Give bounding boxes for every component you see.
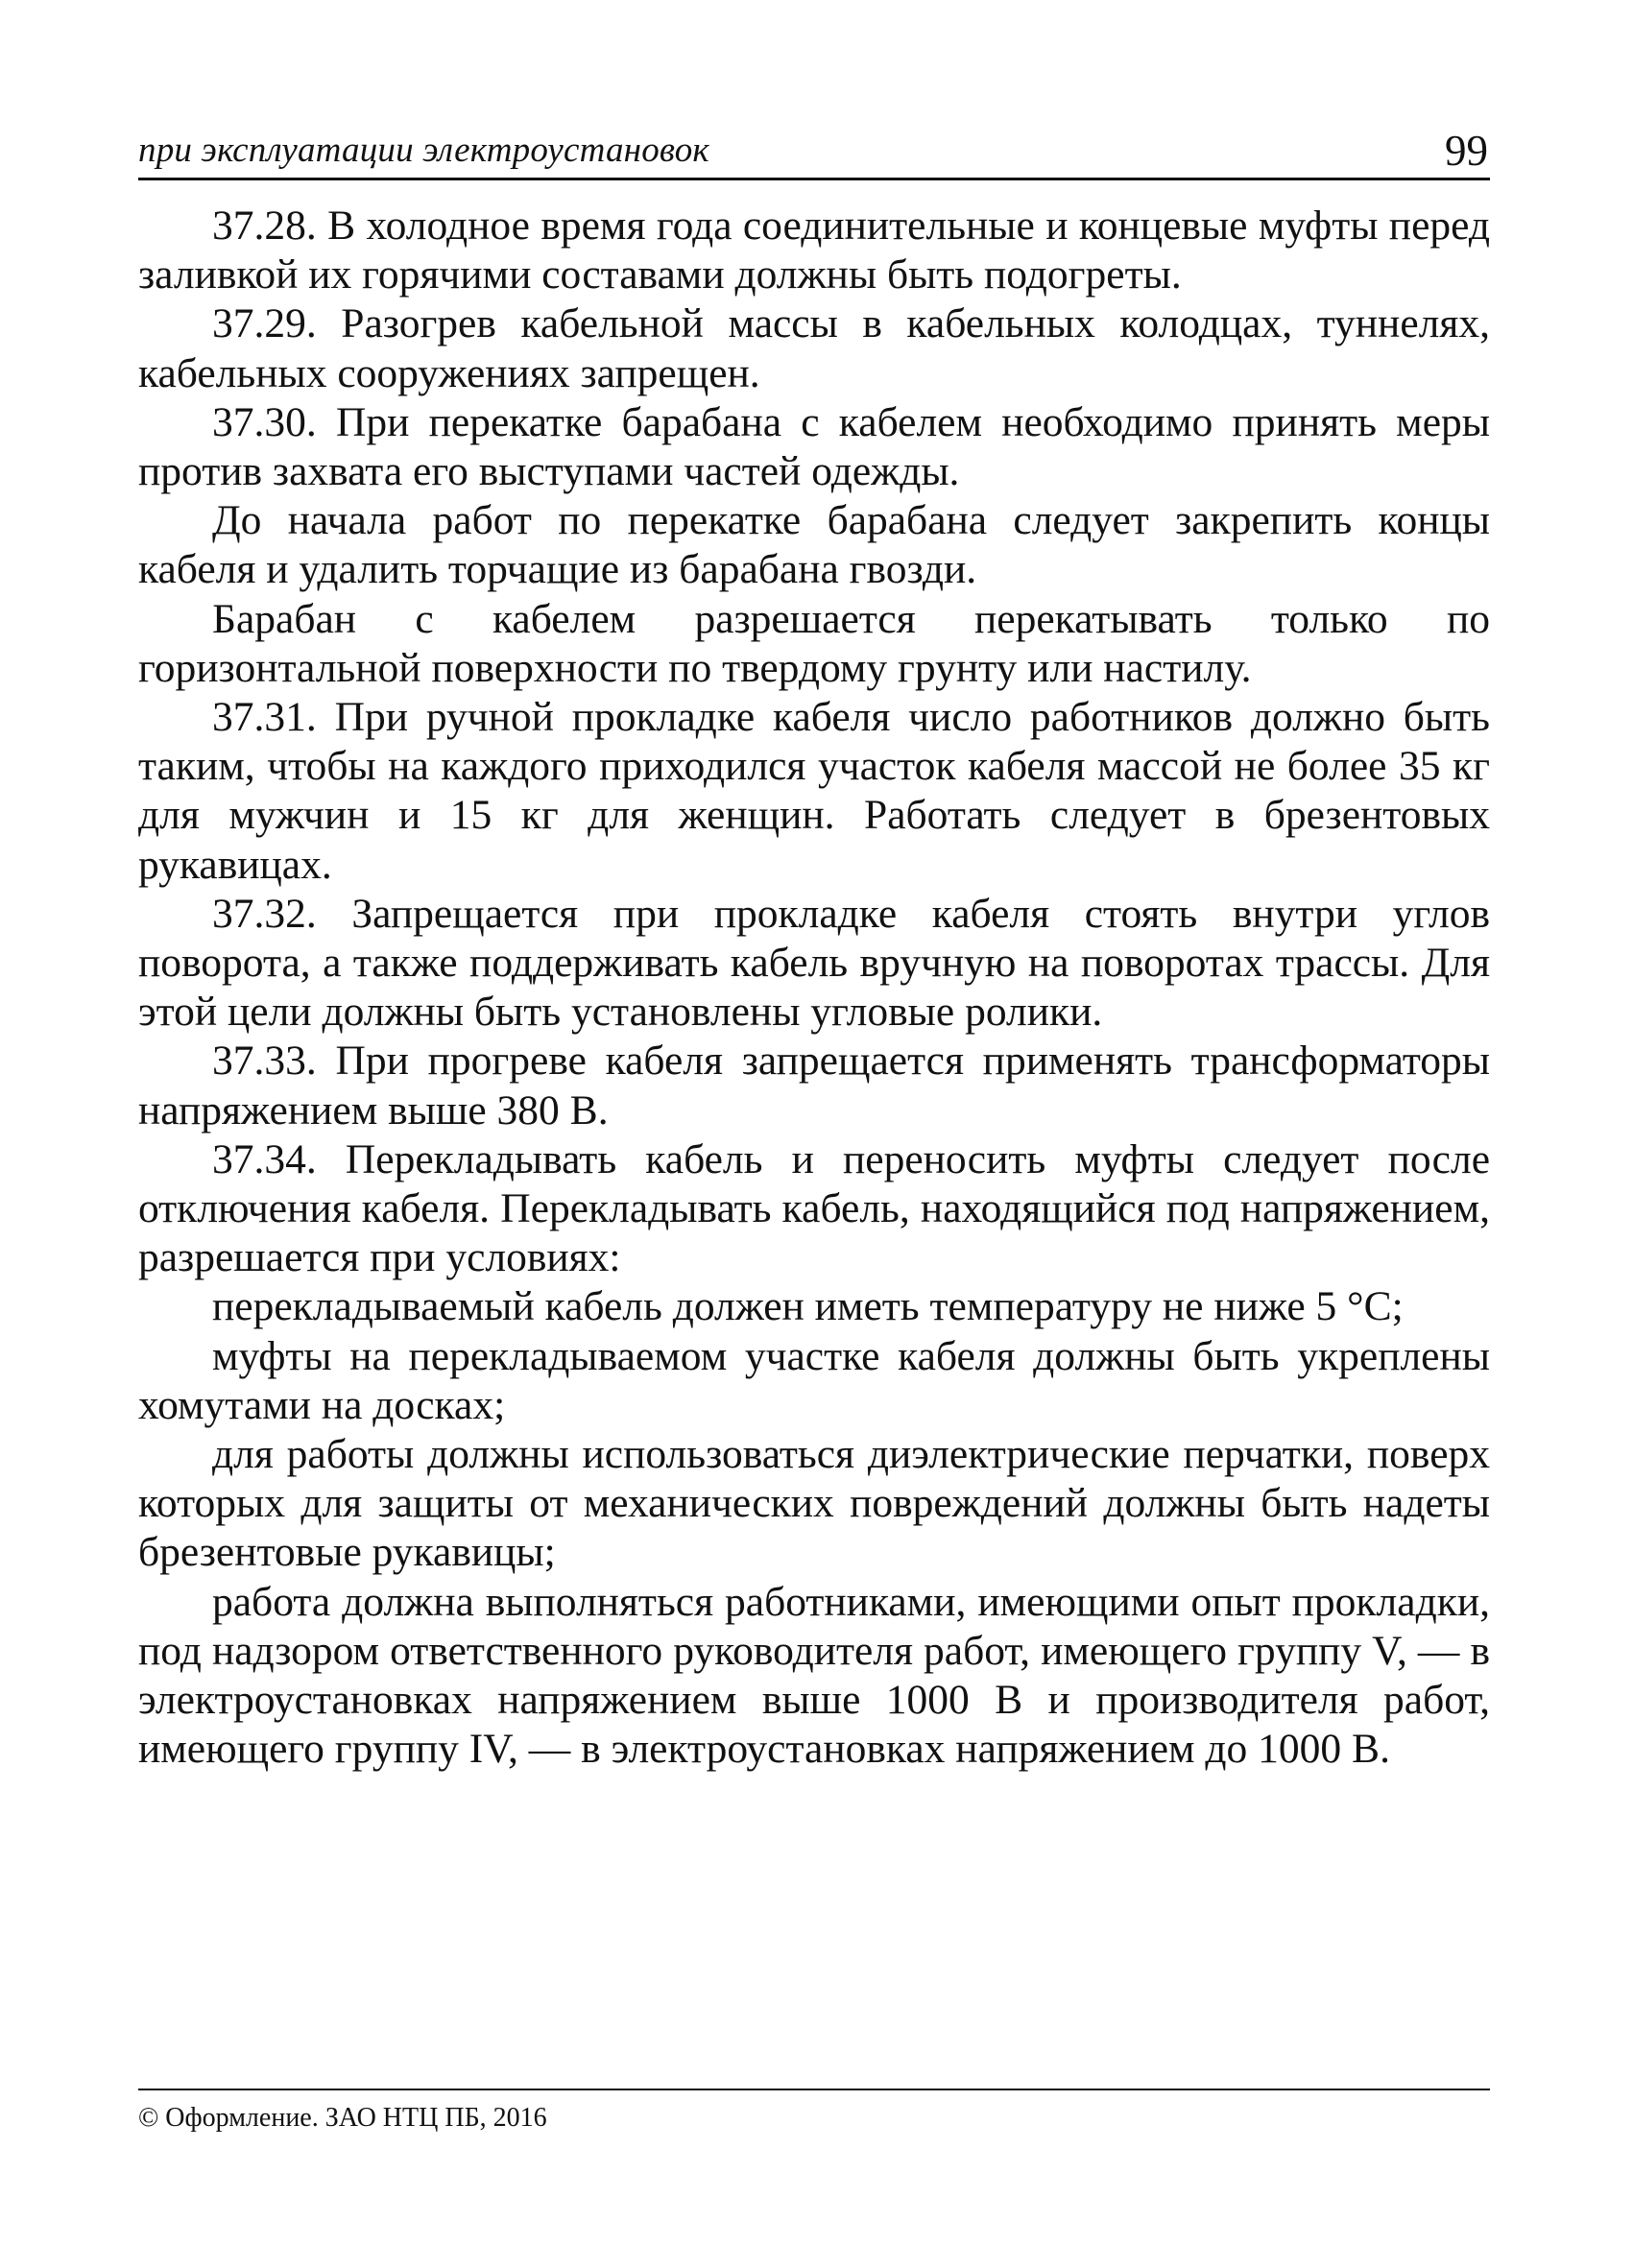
body-text (138, 202, 1490, 1775)
paragraph-37-29: 37.29. Разогрев кабельной массы в кабельных колодцах, туннелях, кабельных сооружениях запрещен. (138, 300, 1490, 396)
page-header (138, 120, 1490, 180)
copyright-notice: © Оформление. ЗАО НТЦ ПБ, 2016 (138, 2103, 547, 2133)
condition-supervision: работа должна выполняться работниками, имеющими опыт прокладки, под надзором ответственного руководителя работ, имеющего группу V, — в электроустановках напряжением выше 1000 В и производителя работ, имеющего группу IV, — в электроустановках напряжением до 1000 В. (138, 1578, 1490, 1773)
paragraph-37-30-secure-cable-ends: До начала работ по перекатке барабана следует закрепить концы кабеля и удалить торчащие из барабана гвозди. (138, 497, 1490, 593)
paragraph-37-30: 37.30. При перекатке барабана с кабелем необходимо принять меры против захвата его выступами частей одежды. (138, 398, 1490, 495)
paragraph-37-34: 37.34. Перекладывать кабель и переносить муфты следует после отключения кабеля. Перекладывать кабель, находящийся под напряжением, разрешается при условиях: (138, 1135, 1490, 1281)
paragraph-37-28: 37.28. В холодное время года соединительные и концевые муфты перед заливкой их горячими составами должны быть подогреты. (138, 203, 1490, 298)
paragraph-37-30-rolling-surface: Барабан с кабелем разрешается перекатывать только по горизонтальной поверхности по твердому грунту или настилу. (138, 595, 1490, 691)
condition-temperature: перекладываемый кабель должен иметь температуру не ниже 5 °С; (212, 1283, 1404, 1330)
condition-dielectric-gloves: для работы должны использоваться диэлектрические перчатки, поверх которых для защиты от механических повреждений должны быть надеты брезентовые рукавицы; (138, 1431, 1490, 1576)
paragraph-37-33: 37.33. При прогреве кабеля запрещается применять трансформаторы напряжением выше 380 В. (138, 1038, 1490, 1134)
running-title: при эксплуатации электроустановок (138, 131, 709, 170)
paragraph-37-32: 37.32. Запрещается при прокладке кабеля стоять внутри углов поворота, а также поддерживать кабель вручную на поворотах трассы. Для этой цели должны быть установлены угловые ролики. (138, 890, 1490, 1036)
paragraph-37-31: 37.31. При ручной прокладке кабеля число работников должно быть таким, чтобы на каждого приходился участок кабеля массой не более 35 кг для мужчин и 15 кг для женщин. Работать следует в брезентовых рукавицах. (138, 694, 1490, 888)
page-number: 99 (1445, 127, 1488, 175)
condition-couplings-fixed: муфты на перекладываемом участке кабеля должны быть укреплены хомутами на досках; (138, 1332, 1490, 1428)
page-footer (138, 2089, 1490, 2135)
